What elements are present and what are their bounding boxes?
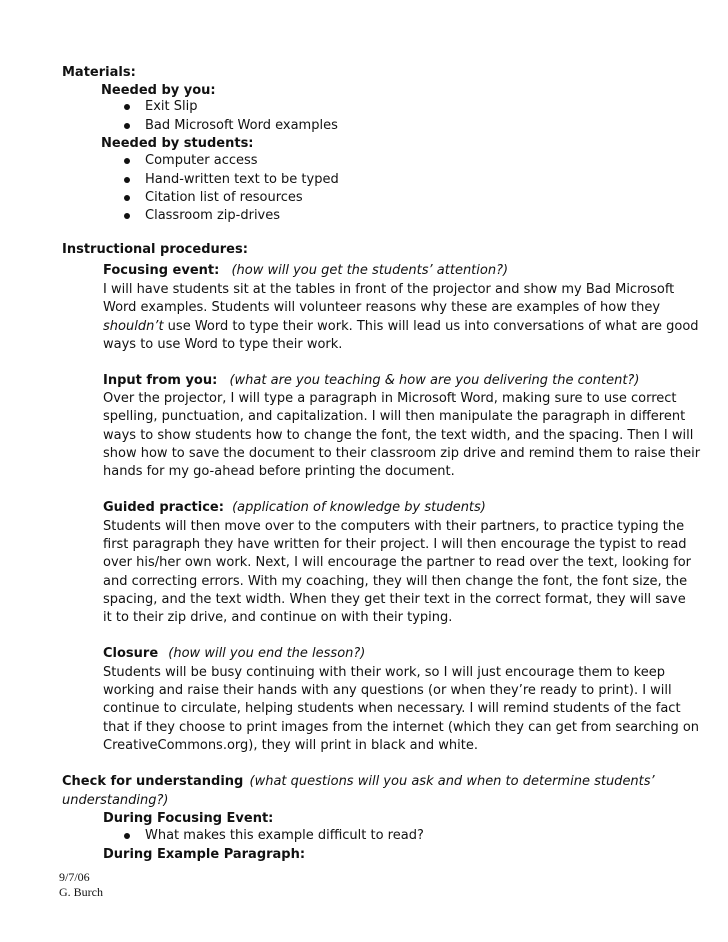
bullet-icon [124,213,130,219]
paragraph-line: spelling, punctuation, and capitalization. I will then manipulate the paragraph in different [103,409,686,424]
bullet-icon [124,833,130,839]
list-item: What makes this example difficult to read? [145,828,424,843]
paragraph-line: Word examples. Students will volunteer reasons why these are examples of how they [103,300,661,315]
list-item: Hand-written text to be typed [145,172,339,187]
input-from-you-label: Input from you: [103,373,218,388]
bullet-icon [124,104,130,110]
check-for-understanding-header [62,773,655,791]
paragraph-line [103,318,699,336]
focusing-event-header [103,262,508,280]
paragraph-line: Students will then move over to the computers with their partners, to practice typing the [103,519,685,534]
check-for-understanding-label: Check for understanding [62,774,244,789]
focusing-event-note: (how will you get the students’ attention?) [231,263,509,278]
bullet-icon [124,123,130,129]
footer-date: 9/7/06 [59,870,90,884]
check-note-line2: understanding?) [62,793,169,808]
closure-note: (how will you end the lesson?) [168,646,366,661]
paragraph-line: it to their zip drive, and continue on with their typing. [103,610,453,625]
paragraph-line: spacing, and the text width. When they get their text in the correct format, they will save [103,592,686,607]
paragraph-line: hands for my go-ahead before printing the document. [103,464,455,479]
paragraph-line: first paragraph they have written for their project. I will then encourage the typist to read [103,537,687,552]
paragraph-line: working and raise their hands with any questions (or when they’re ready to print). I will [103,683,672,698]
paragraph-line: and correcting errors. With my coaching, they will then change the font, the font size, the [103,574,688,589]
input-from-you-note: (what are you teaching & how are you delivering the content?) [229,373,640,388]
paragraph-line-rest: use Word to type their work. This will lead us into conversations of what are good [163,319,699,334]
paragraph-line: I will have students sit at the tables in front of the projector and show my Bad Microsoft [103,282,675,297]
procedures-heading: Instructional procedures: [62,242,248,257]
bullet-icon [124,158,130,164]
paragraph-line: over his/her own work. Next, I will encourage the partner to read over the text, looking for [103,555,692,570]
footer-author: G. Burch [59,885,103,899]
list-item: Classroom zip-drives [145,208,281,223]
materials-heading: Materials: [62,65,136,80]
needed-by-students-label: Needed by students: [101,136,254,151]
paragraph-line: ways to show students how to change the font, the text width, and the spacing. Then I will [103,428,694,443]
list-item: Bad Microsoft Word examples [145,118,338,133]
focusing-event-label: Focusing event: [103,263,220,278]
list-item: Exit Slip [145,99,198,114]
paragraph-line: show how to save the document to their classroom zip drive and remind them to raise their [103,446,701,461]
closure-header [103,645,365,663]
paragraph-line: Students will be busy continuing with their work, so I will just encourage them to keep [103,665,665,680]
bullet-icon [124,177,130,183]
paragraph-line: CreativeCommons.org), they will print in black and white. [103,738,478,753]
paragraph-line: continue to circulate, helping students when necessary. I will remind students of the fact [103,701,681,716]
emphasis-text: shouldn’t [103,319,164,334]
guided-practice-label: Guided practice: [103,500,224,515]
paragraph-line: that if they choose to print images from the internet (which they can get from searching on [103,720,700,735]
list-item: Citation list of resources [145,190,303,205]
during-focusing-label: During Focusing Event: [103,811,274,826]
check-note-line1: (what questions will you ask and when to determine students’ [249,774,655,789]
bullet-icon [124,195,130,201]
during-example-label: During Example Paragraph: [103,847,306,862]
closure-label: Closure [103,646,159,661]
paragraph-line: Over the projector, I will type a paragraph in Microsoft Word, making sure to use correct [103,391,677,406]
paragraph-line: ways to use Word to type their work. [103,337,343,352]
needed-by-you-label: Needed by you: [101,83,216,98]
list-item: Computer access [145,153,258,168]
guided-practice-note: (application of knowledge by students) [232,500,486,515]
guided-practice-header [103,499,486,517]
input-from-you-header [103,372,639,390]
